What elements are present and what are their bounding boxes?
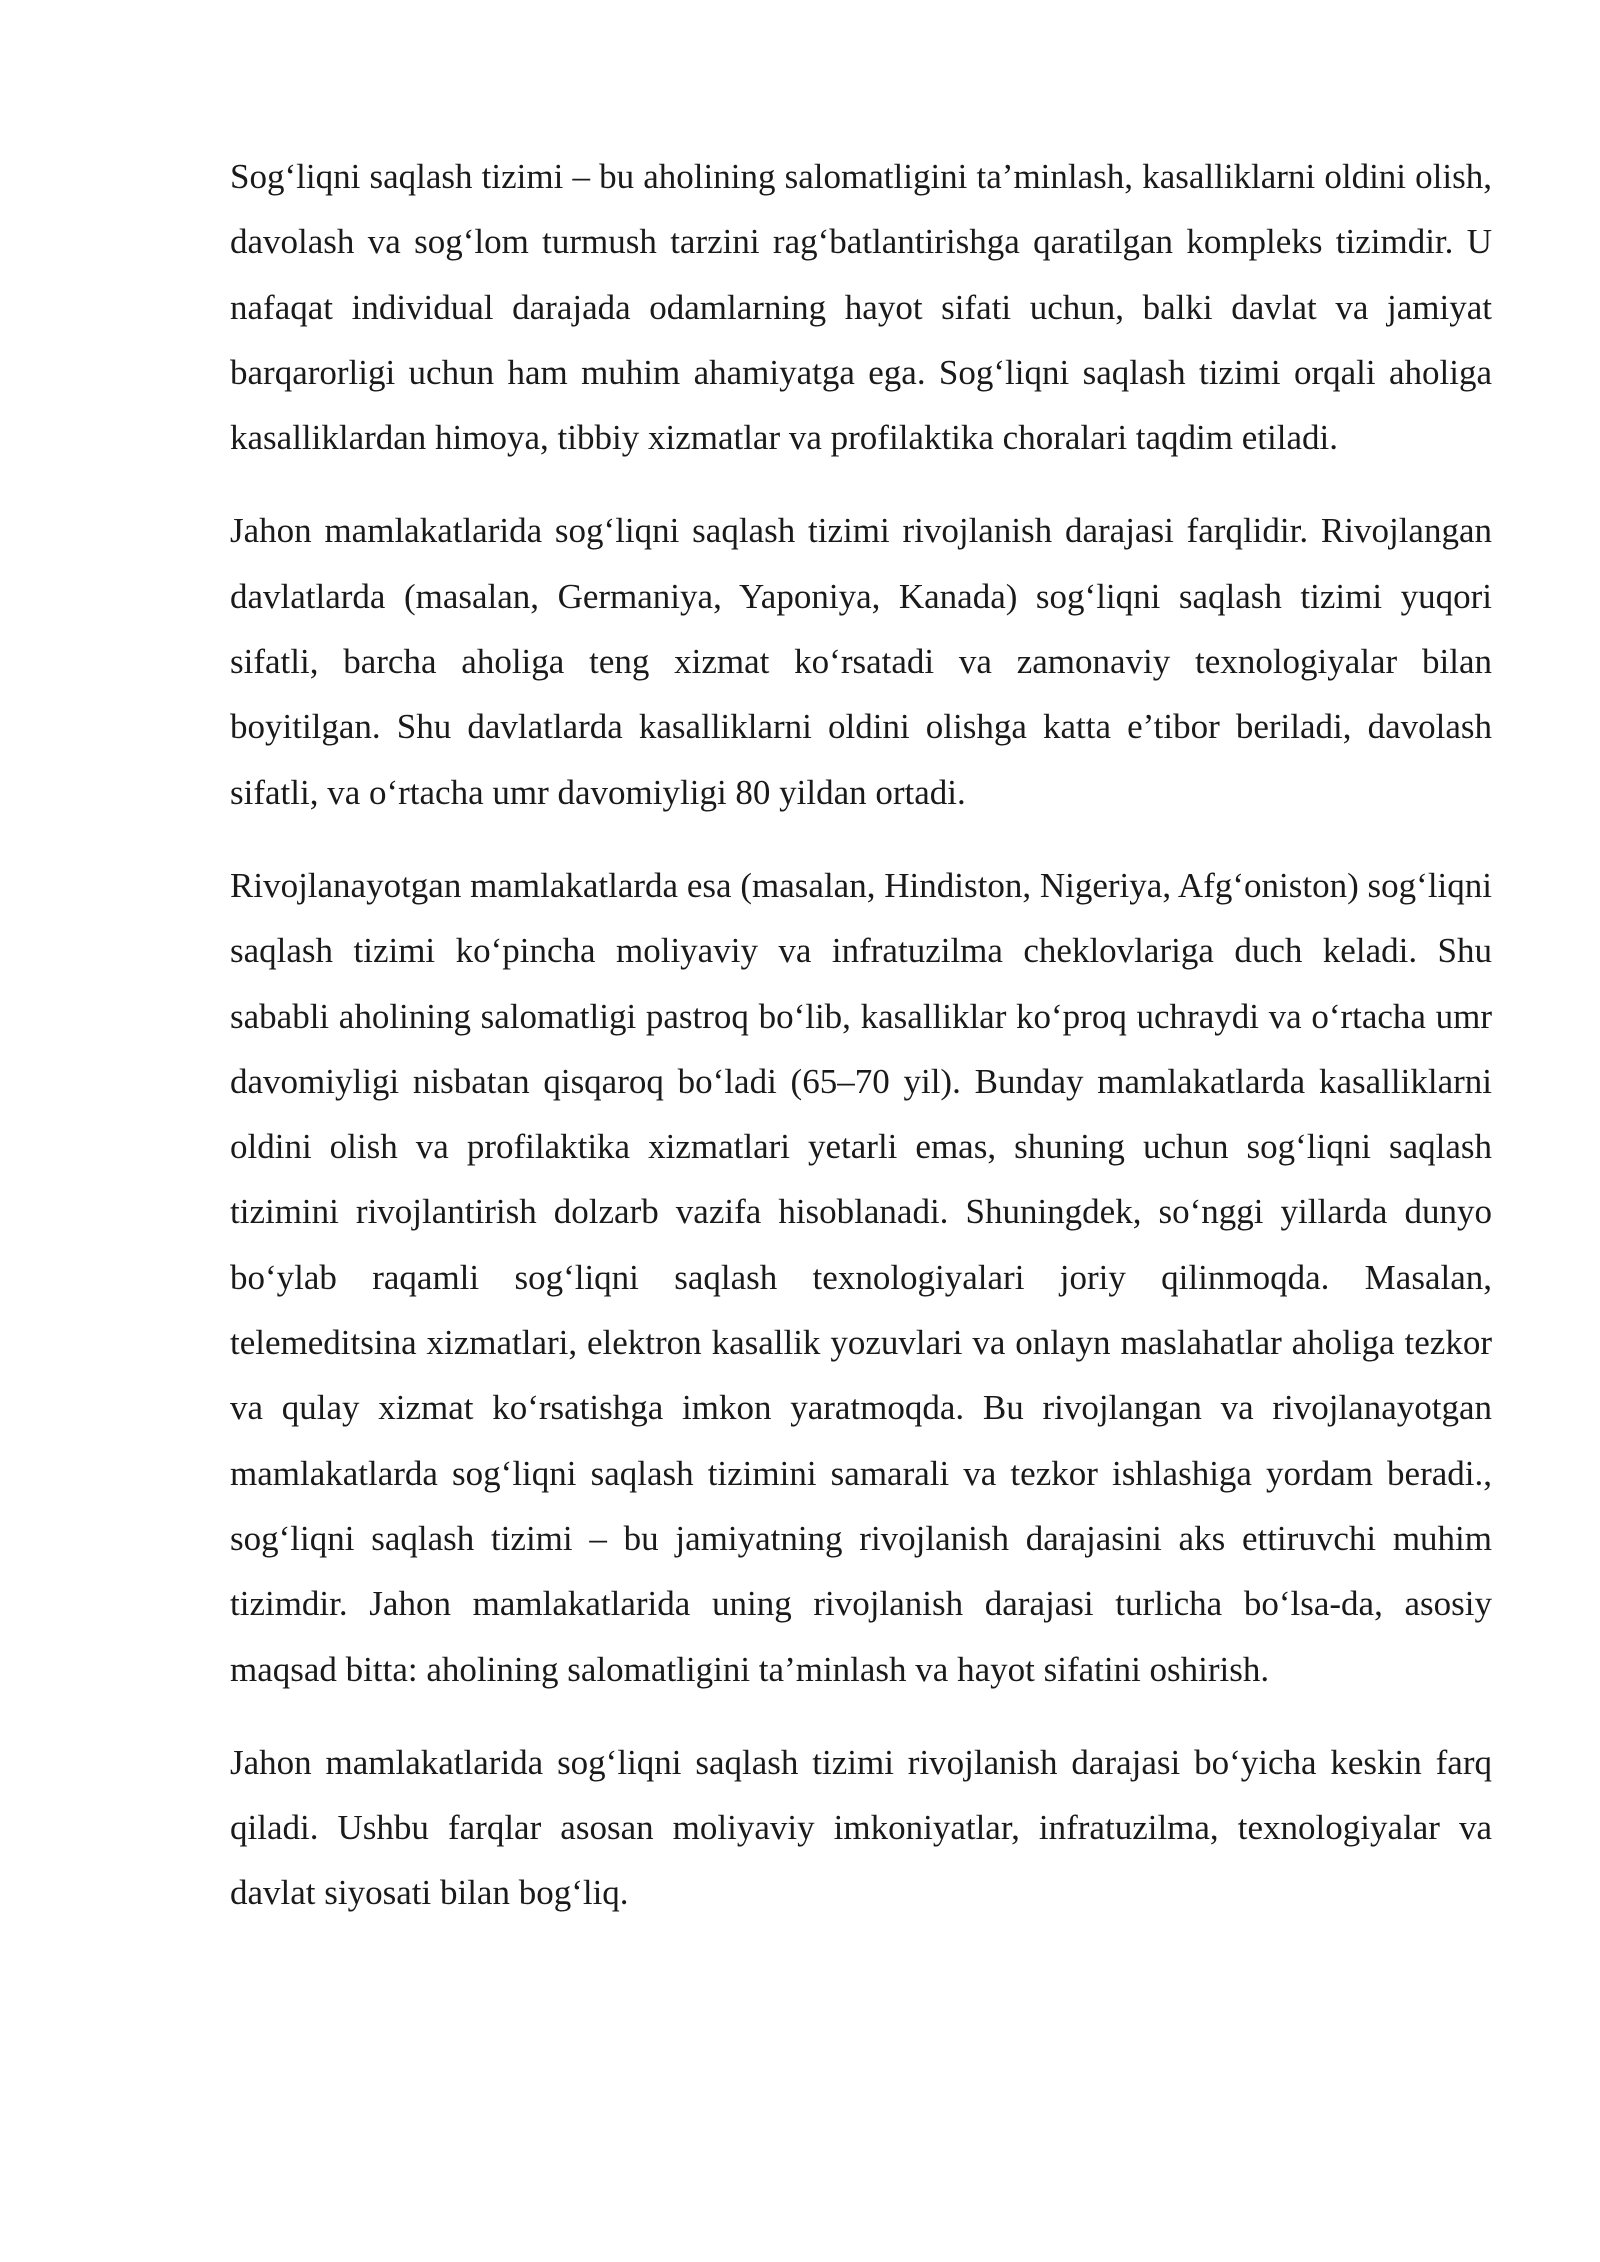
paragraph-4: Jahon mamlakatlarida sog‘liqni saqlash tizimi rivojlanish darajasi bo‘yicha keskin farq qiladi. Ushbu farqlar asosan moliyaviy imkoniyatlar, infratuzilma, texnologiyalar va davlat siyosati bilan bog‘liq. [230, 1742, 1492, 1913]
paragraph-3: Rivojlanayotgan mamlakatlarda esa (masalan, Hindiston, Nigeriya, Afg‘oniston) sog‘liqni saqlash tizimi ko‘pincha moliyaviy va infratuzilma cheklovlariga duch keladi. Shu sababli aholining salomatligi pastroq bo‘lib, kasalliklar ko‘proq uchraydi va o‘rtacha umr davomiyligi nisbatan qisqaroq bo‘ladi (65–70 yil). Bunday mamlakatlarda kasalliklarni oldini olish va profilaktika xizmatlari yetarli emas, shuning uchun sog‘liqni saqlash tizimini rivojlantirish dolzarb vazifa hisoblanadi. Shuningdek, so‘nggi yillarda dunyo bo‘ylab raqamli sog‘liqni saqlash texnologiyalari joriy qilinmoqda. Masalan, telemeditsina xizmatlari, elektron kasallik yozuvlari va onlayn maslahatlar aholiga tezkor va qulay xizmat ko‘rsatishga imkon yaratmoqda. Bu rivojlangan va rivojlanayotgan mamlakatlarda sog‘liqni saqlash tizimini samarali va tezkor ishlashiga yordam beradi., sog‘liqni saqlash tizimi – bu jamiyatning rivojlanish darajasini aks ettiruvchi muhim tizimdir. Jahon mamlakatlarida uning rivojlanish darajasi turlicha bo‘lsa-da, asosiy maqsad bitta: aholining salomatligini ta’minlash va hayot sifatini oshirish. [230, 865, 1492, 1689]
paragraph-1: Sog‘liqni saqlash tizimi – bu aholining salomatligini ta’minlash, kasalliklarni oldini olish, davolash va sog‘lom turmush tarzini rag‘batlantirishga qaratilgan kompleks tizimdir. U nafaqat individual darajada odamlarning hayot sifati uchun, balki davlat va jamiyat barqarorligi uchun ham muhim ahamiyatga ega. Sog‘liqni saqlash tizimi orqali aholiga kasalliklardan himoya, tibbiy xizmatlar va profilaktika choralari taqdim etiladi. [230, 157, 1492, 458]
paragraph-2: Jahon mamlakatlarida sog‘liqni saqlash tizimi rivojlanish darajasi farqlidir. Rivojlangan davlatlarda (masalan, Germaniya, Yaponiya, Kanada) sog‘liqni saqlash tizimi yuqori sifatli, barcha aholiga teng xizmat ko‘rsatadi va zamonaviy texnologiyalar bilan boyitilgan. Shu davlatlarda kasalliklarni oldini olishga katta e’tibor beriladi, davolash sifatli, va o‘rtacha umr davomiyligi 80 yildan ortadi. [230, 511, 1492, 812]
document-body [230, 144, 1492, 1954]
